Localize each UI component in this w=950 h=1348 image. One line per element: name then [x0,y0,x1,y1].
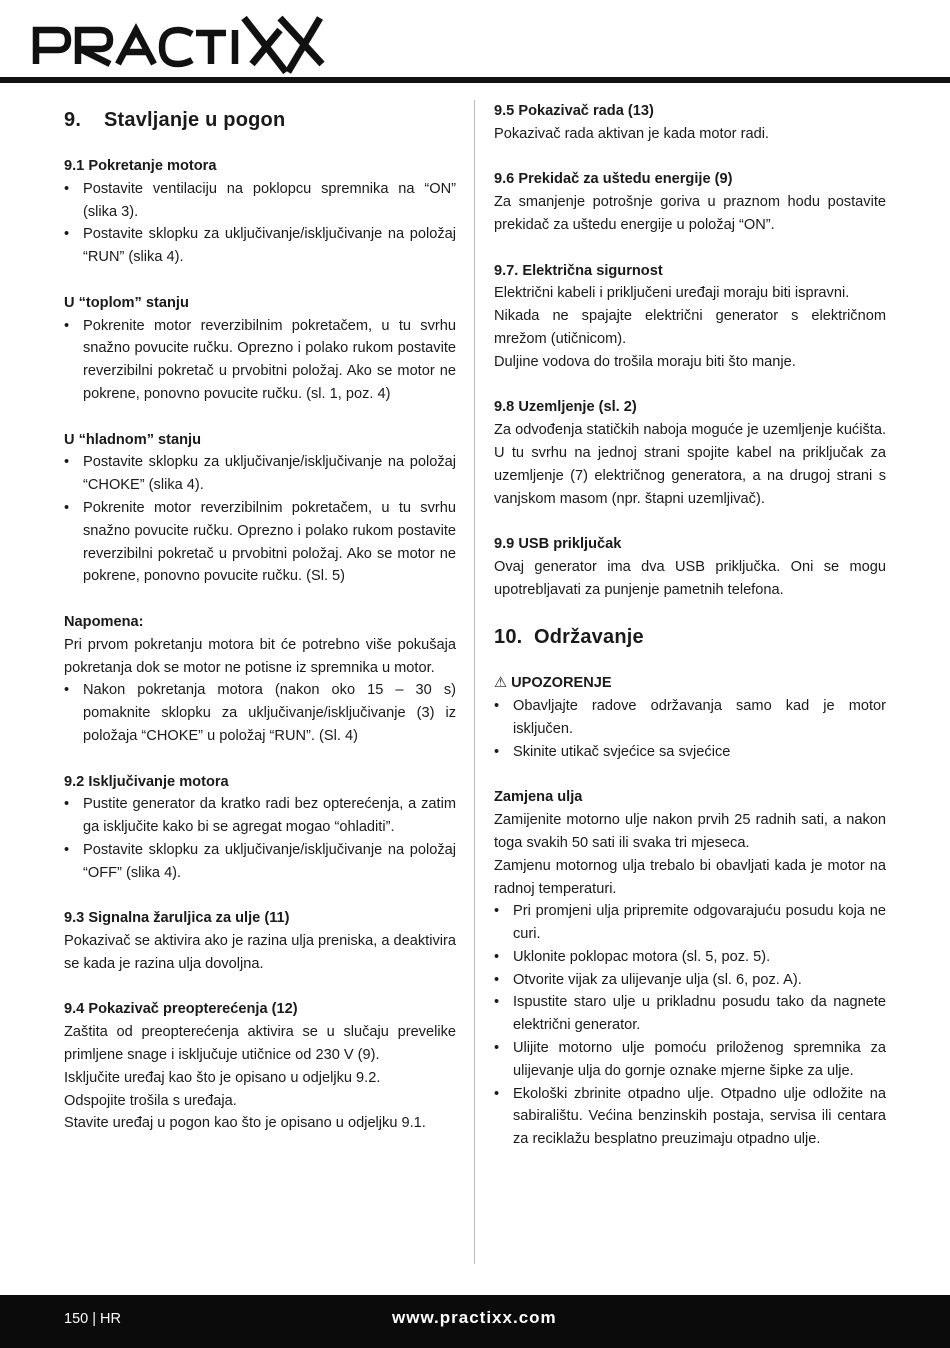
bullet-list [64,178,456,269]
section-9-5 [494,100,886,146]
paragraph: Za smanjenje potrošnje goriva u praznom hodu postavite prekidač za uštedu energije u položaj “ON”. [494,194,886,233]
column-divider [474,100,475,1264]
section-9-1 [64,155,456,269]
paragraph: Ovaj generator ima dva USB priključka. Oni se mogu upotrebljavati za punjenje pametnih telefona. [494,558,886,598]
list-item: • Postavite ventilaciju na poklopcu spremnika na “ON” (slika 3). [64,178,456,224]
section-title: 9.4 Pokazivač preopterećenja (12) [64,1001,298,1018]
warning-title: ⚠ UPOZORENJE [494,675,612,692]
section-9-4 [64,998,456,1135]
bullet-list [64,315,456,406]
paragraph: Zaštita od preopterećenja aktivira se u slučaju prevelike primljene snage i isključuje utičnice od 230 V (9). [64,1024,456,1064]
page-number: 150 | HR [64,1311,121,1327]
page-header [0,0,950,84]
bullet-list [64,793,456,884]
section-warm-start [64,292,456,406]
section-title: 9.8 Uzemljenje (sl. 2) [494,399,637,416]
list-item: • Postavite sklopku za uključivanje/isključivanje na položaj “CHOKE” (slika 4). [64,451,456,497]
section-title: Napomena: [64,613,144,630]
list-item: • Postavite sklopku za uključivanje/isključivanje na položaj “OFF” (slika 4). [64,839,456,885]
list-item: • Otvorite vijak za ulijevanje ulja (sl. 6, poz. A). [494,969,886,992]
section-oil-change [494,786,886,1151]
section-title: Zamjena ulja [494,789,583,806]
list-item: • Pokrenite motor reverzibilnim pokretačem, u tu svrhu snažno povucite ručku. Oprezno i polako rukom postavite reverzibilni pokretač u prvobitni položaj. Ako se motor ne pokrene, ponovno povucite ručku. (sl. 1, poz. 4) [64,315,456,406]
section-9-7 [494,260,886,374]
bullet-list [494,695,886,763]
paragraph: Stavite uređaj u pogon kao što je opisano u odjeljku 9.1. [64,1115,426,1132]
chapter-heading-9: 9. Stavljanje u pogon [64,109,286,131]
paragraph: Za odvođenja statičkih naboja moguće je uzemljenje kućišta. U tu svrhu na jednoj strani spojite kabel na priključak za uzemljenje (7) električnog generatora, a na drugoj strani s vanjskom masom (npr. štapni uzemljivač). [494,422,886,507]
page-footer [0,1295,950,1348]
list-item: • Obavljajte radove održavanja samo kad je motor isključen. [494,695,886,741]
bullet-list [64,679,456,747]
list-item: • Ulijite motorno ulje pomoću priloženog spremnika za ulijevanje ulja do gornje oznake mjerne šipke za ulje. [494,1037,886,1083]
section-9-3 [64,907,456,975]
warning-triangle-icon: ⚠ [494,675,508,692]
section-9-8 [494,396,886,510]
paragraph: Električni kabeli i priključeni uređaji moraju biti ispravni. [494,285,850,302]
paragraph: Odspojite trošila s uređaja. [64,1092,237,1109]
section-cold-start [64,429,456,589]
section-title: 9.2 Isključivanje motora [64,773,229,790]
section-9-6 [494,168,886,236]
list-item: • Ispustite staro ulje u prikladnu posudu tako da nagnete električni generator. [494,991,886,1037]
right-column [494,100,886,1174]
list-item: • Uklonite poklopac motora (sl. 5, poz. 5). [494,946,886,969]
paragraph: Pri prvom pokretanju motora bit će potrebno više pokušaja pokretanja dok se motor ne potisne iz spremnika u motor. [64,636,456,676]
list-item: • Postavite sklopku za uključivanje/isključivanje na položaj “RUN” (slika 4). [64,223,456,269]
section-title: U “hladnom” stanju [64,431,202,448]
list-item: • Pri promjeni ulja pripremite odgovarajuću posudu koja ne curi. [494,900,886,946]
bullet-list [494,900,886,1151]
paragraph: Zamjenu motornog ulja trebalo bi obavljati kada je motor na radnoj temperaturi. [494,857,886,897]
section-title: 9.6 Prekidač za uštedu energije (9) [494,171,733,188]
list-item: • Ekološki zbrinite otpadno ulje. Otpadno ulje odložite na sabiralištu. Većina benzinskih postaja, servisa ili centara za reciklažu besplatno preuzimaju otpadno ulje. [494,1083,886,1151]
left-column [64,100,456,1158]
bullet-list [64,451,456,588]
section-title: U “toplom” stanju [64,294,189,311]
website-link[interactable]: www.practixx.com [392,1308,557,1327]
section-title: 9.7. Električna sigurnost [494,262,663,279]
list-item: • Nakon pokretanja motora (nakon oko 15 – 30 s) pomaknite sklopku za uključivanje/isključivanje (3) iz položaja “CHOKE” u položaj “RUN”. (Sl. 4) [64,679,456,747]
section-title: 9.9 USB priključak [494,536,622,553]
list-item: • Pustite generator da kratko radi bez opterećenja, a zatim ga isključite kako bi se agregat mogao “ohladiti”. [64,793,456,839]
section-warning [494,672,886,763]
chapter-heading-10: 10. Održavanje [494,626,644,649]
section-title: 9.5 Pokazivač rada (13) [494,103,654,119]
practixx-logo [30,14,330,76]
section-9-9 [494,533,886,601]
paragraph: Duljine vodova do trošila moraju biti što manje. [494,353,796,370]
paragraph: Nikada ne spajajte električni generator s električnom mrežom (utičnicom). [494,308,886,347]
list-item: • Pokrenite motor reverzibilnim pokretačem, u tu svrhu snažno povucite ručku. Oprezno i polako rukom postavite reverzibilni pokretač u prvobitni položaj. Ako se motor ne pokrene, ponovno povucite ručku. (Sl. 5) [64,497,456,588]
paragraph: Pokazivač se aktivira ako je razina ulja preniska, a deaktivira se kada je razina ulja dovoljna. [64,933,456,972]
section-title: 9.1 Pokretanje motora [64,158,217,174]
section-9-2 [64,771,456,885]
section-note [64,611,456,748]
paragraph: Pokazivač rada aktivan je kada motor radi. [494,125,769,142]
section-title: 9.3 Signalna žaruljica za ulje (11) [64,910,290,927]
paragraph: Isključite uređaj kao što je opisano u odjeljku 9.2. [64,1069,381,1086]
list-item: • Skinite utikač svjećice sa svjećice [494,741,886,764]
header-rule [0,77,950,83]
paragraph: Zamijenite motorno ulje nakon prvih 25 radnih sati, a nakon toga svakih 50 sati ili svaka tri mjeseca. [494,812,886,851]
